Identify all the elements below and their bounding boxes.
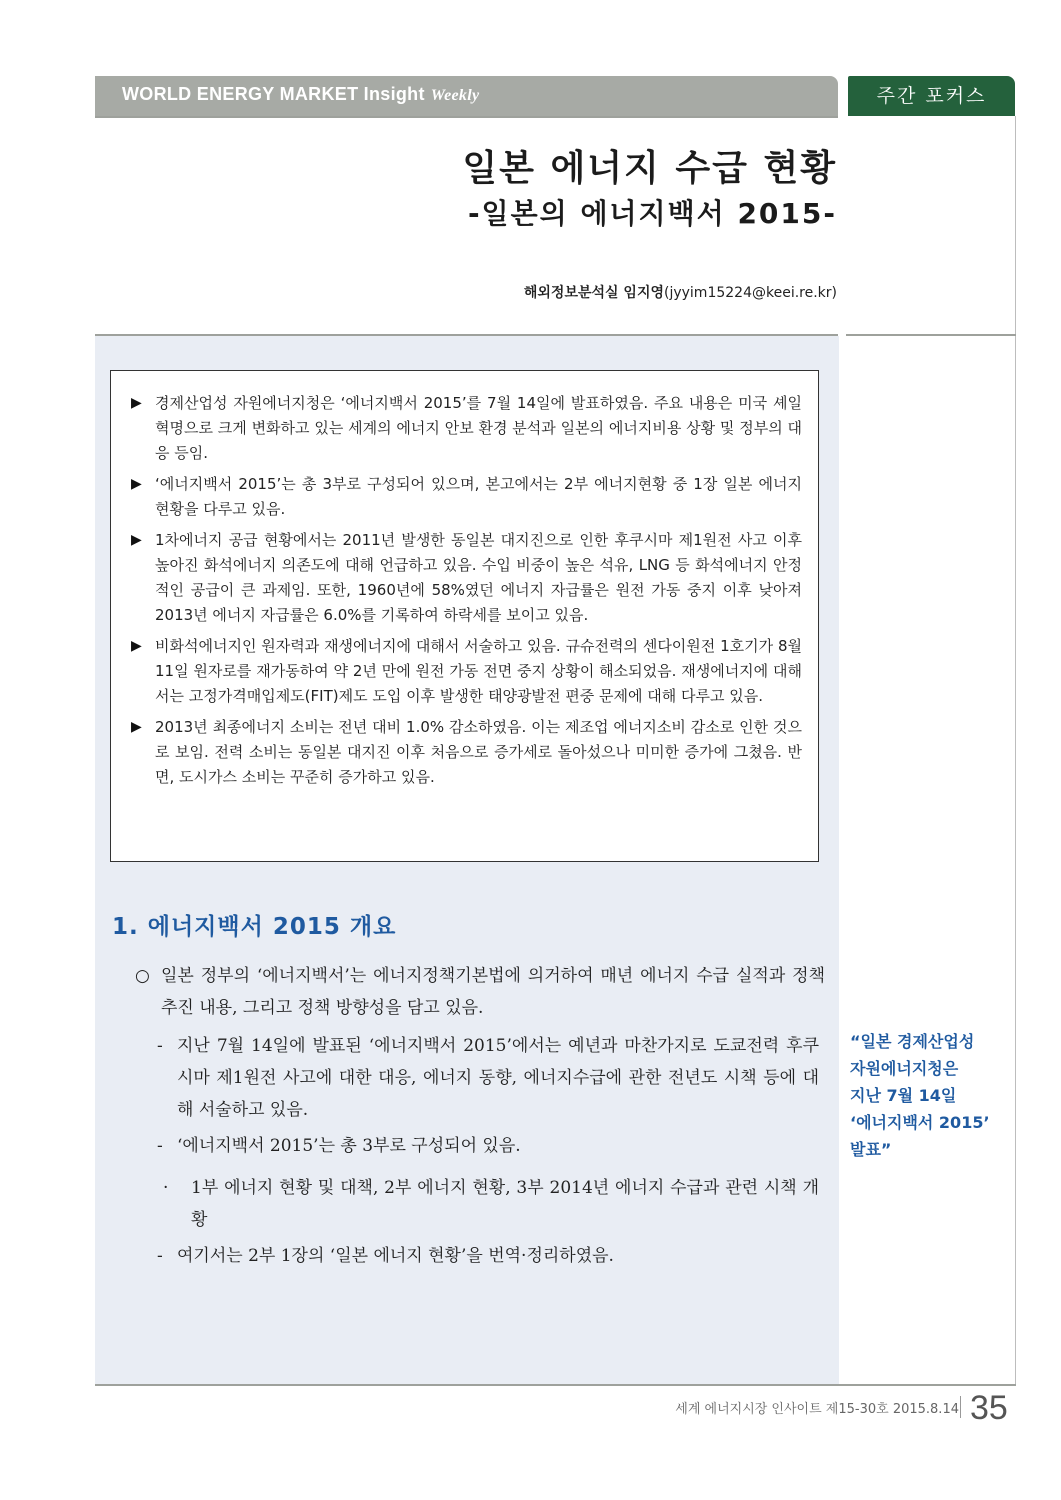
triangle-bullet-icon: ▶ bbox=[131, 395, 142, 411]
summary-item: ▶ 1차에너지 공급 현황에서는 2011년 발생한 동일본 대지진으로 인한 후쿠시마 제1원전 사고 이후 높아진 화석에너지 의존도에 대해 언급하고 있음. 수입 비중이 높은 석유, LNG 등 화석에너지 안정적인 공급이 큰 과제임. 또한, 1960년에 58%였던 에너지 자급률은 원전 가동 중지 이후 낮아져 2013년 에너지 자급률은 6.0%를 기록하여 하락세를 보이고 있음. bbox=[131, 528, 802, 628]
triangle-bullet-icon: ▶ bbox=[131, 532, 142, 548]
summary-item: ▶ 비화석에너지인 원자력과 재생에너지에 대해서 서술하고 있음. 규슈전력의 센다이원전 1호기가 8월 11일 원자로를 재가동하여 약 2년 만에 원전 가동 전면 중지 상황이 해소되었음. 재생에너지에 대해서는 고정가격매입제도(FIT)제도 도입 이후 발생한 태양광발전 편중 문제에 대해 다루고 있음. bbox=[131, 634, 802, 709]
quote-line: 자원에너지청은 bbox=[850, 1059, 959, 1078]
footer-separator bbox=[960, 1396, 961, 1418]
quote-line: 지난 7월 14일 bbox=[850, 1086, 957, 1105]
dash-item bbox=[157, 1240, 819, 1272]
publication-title-text: WORLD ENERGY MARKET Insight bbox=[122, 84, 425, 104]
header-rule bbox=[95, 116, 838, 118]
dash-item-text: 지난 7월 14일에 발표된 ‘에너지백서 2015’에서는 예년과 마찬가지로 도쿄전력 후쿠시마 제1원전 사고에 대한 대응, 에너지 동향, 에너지수급에 관한 전년도 시책 등에 대해 서술하고 있음. bbox=[177, 1036, 819, 1120]
footer-publication: 세계 에너지시장 인사이트 제15-30호 2015.8.14 bbox=[675, 1402, 959, 1417]
dot-item bbox=[163, 1172, 819, 1236]
page-number: 35 bbox=[970, 1389, 1008, 1427]
summary-item: ▶ 2013년 최종에너지 소비는 전년 대비 1.0% 감소하였음. 이는 제조업 에너지소비 감소로 인한 것으로 보임. 전력 소비는 동일본 대지진 이후 처음으로 증가세로 돌아섰으나 미미한 증가에 그쳤음. 반면, 도시가스 소비는 꾸준히 증가하고 있음. bbox=[131, 715, 802, 790]
section-heading: 1. 에너지백서 2015 개요 bbox=[112, 914, 397, 940]
dash-item-text: ‘에너지백서 2015’는 총 3부로 구성되어 있음. bbox=[177, 1136, 521, 1156]
summary-box bbox=[110, 370, 819, 862]
dot-bullet: · bbox=[163, 1178, 169, 1198]
publication-weekly: Weekly bbox=[430, 87, 480, 104]
author-dept: 해외정보분석실 임지영 bbox=[523, 285, 664, 301]
quote-line: 발표” bbox=[850, 1140, 892, 1159]
publication-title bbox=[122, 84, 479, 105]
side-pull-quote bbox=[850, 1028, 1010, 1163]
footer-rule bbox=[95, 1384, 1016, 1386]
title-divider-right bbox=[846, 334, 1016, 336]
dash-item bbox=[157, 1030, 819, 1126]
dot-item-text: 1부 에너지 현황 및 대책, 2부 에너지 현황, 3부 2014년 에너지 수급과 관련 시책 개황 bbox=[191, 1178, 819, 1230]
triangle-bullet-icon: ▶ bbox=[131, 719, 142, 735]
summary-list bbox=[111, 371, 818, 790]
dash-bullet: - bbox=[157, 1036, 163, 1056]
dash-item-text: 여기서는 2부 1장의 ‘일본 에너지 현황’을 번역·정리하였음. bbox=[177, 1246, 614, 1266]
dash-bullet: - bbox=[157, 1246, 163, 1266]
article-subtitle: -일본의 에너지백서 2015- bbox=[467, 197, 837, 230]
triangle-bullet-icon: ▶ bbox=[131, 638, 142, 654]
paragraph-text: 일본 정부의 ‘에너지백서’는 에너지정책기본법에 의거하여 매년 에너지 수급 실적과 정책 추진 내용, 그리고 정책 방향성을 담고 있음. bbox=[161, 966, 825, 1018]
article-title: 일본 에너지 수급 현황 bbox=[462, 148, 837, 189]
triangle-bullet-icon: ▶ bbox=[131, 476, 142, 492]
right-margin-rule bbox=[1015, 116, 1016, 1386]
quote-line: “일본 경제산업성 bbox=[850, 1032, 975, 1051]
quote-line: ‘에너지백서 2015’ bbox=[850, 1113, 990, 1132]
dash-bullet: - bbox=[157, 1136, 163, 1156]
summary-item: ▶ ‘에너지백서 2015’는 총 3부로 구성되어 있으며, 본고에서는 2부 에너지현황 중 1장 일본 에너지 현황을 다루고 있음. bbox=[131, 472, 802, 522]
circle-bullet: ○ bbox=[135, 966, 150, 986]
dash-item bbox=[157, 1130, 819, 1162]
section-tab: 주간 포커스 bbox=[848, 76, 1015, 116]
summary-item: ▶ 경제산업성 자원에너지청은 ‘에너지백서 2015’를 7월 14일에 발표하였음. 주요 내용은 미국 셰일 혁명으로 크게 변화하고 있는 세계의 에너지 안보 환경 분석과 일본의 에너지비용 상황 및 정부의 대응 등임. bbox=[131, 391, 802, 466]
author-email: (jyyim15224@keei.re.kr) bbox=[664, 285, 837, 301]
paragraph-circle bbox=[135, 960, 825, 1024]
author-line bbox=[524, 282, 837, 302]
